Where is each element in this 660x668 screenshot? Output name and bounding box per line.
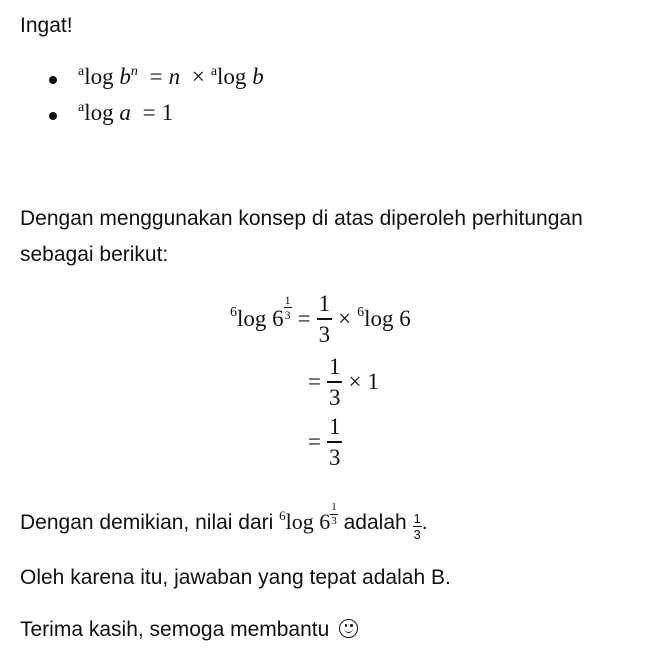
fraction-denominator: 3 (284, 307, 291, 322)
equals-sign: = (308, 428, 321, 454)
conclusion-middle: adalah (337, 510, 413, 534)
exponent-fraction (330, 498, 338, 526)
log-argument: b (119, 64, 131, 89)
times-sign: × (338, 305, 352, 331)
fraction (327, 355, 343, 409)
fraction-denominator: 3 (328, 444, 341, 470)
conclusion-prefix: Dengan demikian, nilai dari (20, 510, 280, 534)
thanks-line (20, 616, 358, 644)
smiley-icon (339, 619, 358, 638)
times-sign: × (191, 64, 205, 89)
log-argument: 6 (319, 509, 331, 535)
log-argument: 6 (272, 305, 284, 331)
log-word: log (237, 305, 267, 331)
conclusion-period: . (421, 510, 428, 534)
exponent-fraction (284, 293, 292, 321)
log-argument: a (119, 100, 131, 125)
answer-fraction (413, 512, 422, 541)
log-word: log (84, 64, 114, 89)
fraction-denominator: 3 (328, 384, 341, 410)
log-base: a (78, 100, 85, 115)
fraction (317, 292, 333, 346)
log-word: log (364, 305, 394, 331)
fraction (327, 415, 343, 469)
log-word: log (84, 100, 114, 125)
fraction-numerator: 1 (284, 292, 291, 307)
fraction-denominator: 3 (331, 514, 337, 527)
rule-2-formula (78, 100, 173, 126)
value: 1 (367, 368, 379, 394)
multiplier: n (168, 64, 181, 89)
log-argument: 6 (399, 305, 411, 331)
equals-sign: = (142, 100, 156, 125)
exponent: n (130, 64, 138, 79)
fraction-bar (327, 381, 343, 383)
fraction-bar (317, 318, 333, 320)
log-base: 6 (230, 304, 237, 320)
log-word: log (285, 509, 314, 535)
equals-sign: = (308, 368, 321, 394)
times-sign: × (348, 368, 362, 394)
log-word: log (217, 64, 247, 89)
conclusion-expression (279, 500, 338, 536)
heading-ingat: Ingat! (20, 14, 73, 37)
derivation-row-3 (302, 415, 342, 469)
bullet-dot (49, 76, 57, 84)
fraction-numerator: 1 (328, 354, 341, 379)
log-base: a (78, 64, 85, 79)
derivation-row-1 (230, 292, 411, 346)
fraction-numerator: 1 (328, 414, 341, 439)
fraction-numerator: 1 (331, 500, 337, 513)
equals-sign: = (297, 305, 311, 331)
paragraph-line-2: sebagai berikut: (20, 243, 169, 266)
answer-line: Oleh karena itu, jawaban yang tepat adalah B. (20, 566, 451, 589)
log-argument: b (252, 64, 264, 89)
log-base: 6 (279, 508, 286, 524)
rule-1-formula (78, 64, 264, 90)
fraction-numerator: 1 (318, 291, 331, 316)
fraction-denominator: 3 (318, 321, 331, 347)
fraction-denominator: 3 (413, 527, 421, 542)
fraction-numerator: 1 (413, 511, 421, 526)
derivation-row-2 (302, 355, 379, 409)
fraction-bar (327, 441, 343, 443)
conclusion-line (20, 500, 428, 542)
equals-sign: = (149, 64, 163, 89)
result-value: 1 (161, 100, 174, 125)
log-base: 6 (357, 304, 365, 320)
thanks-text: Terima kasih, semoga membantu (20, 618, 330, 641)
log-base: a (210, 64, 218, 79)
paragraph-line-1: Dengan menggunakan konsep di atas diperoleh perhitungan (20, 207, 583, 230)
bullet-dot (49, 112, 57, 120)
